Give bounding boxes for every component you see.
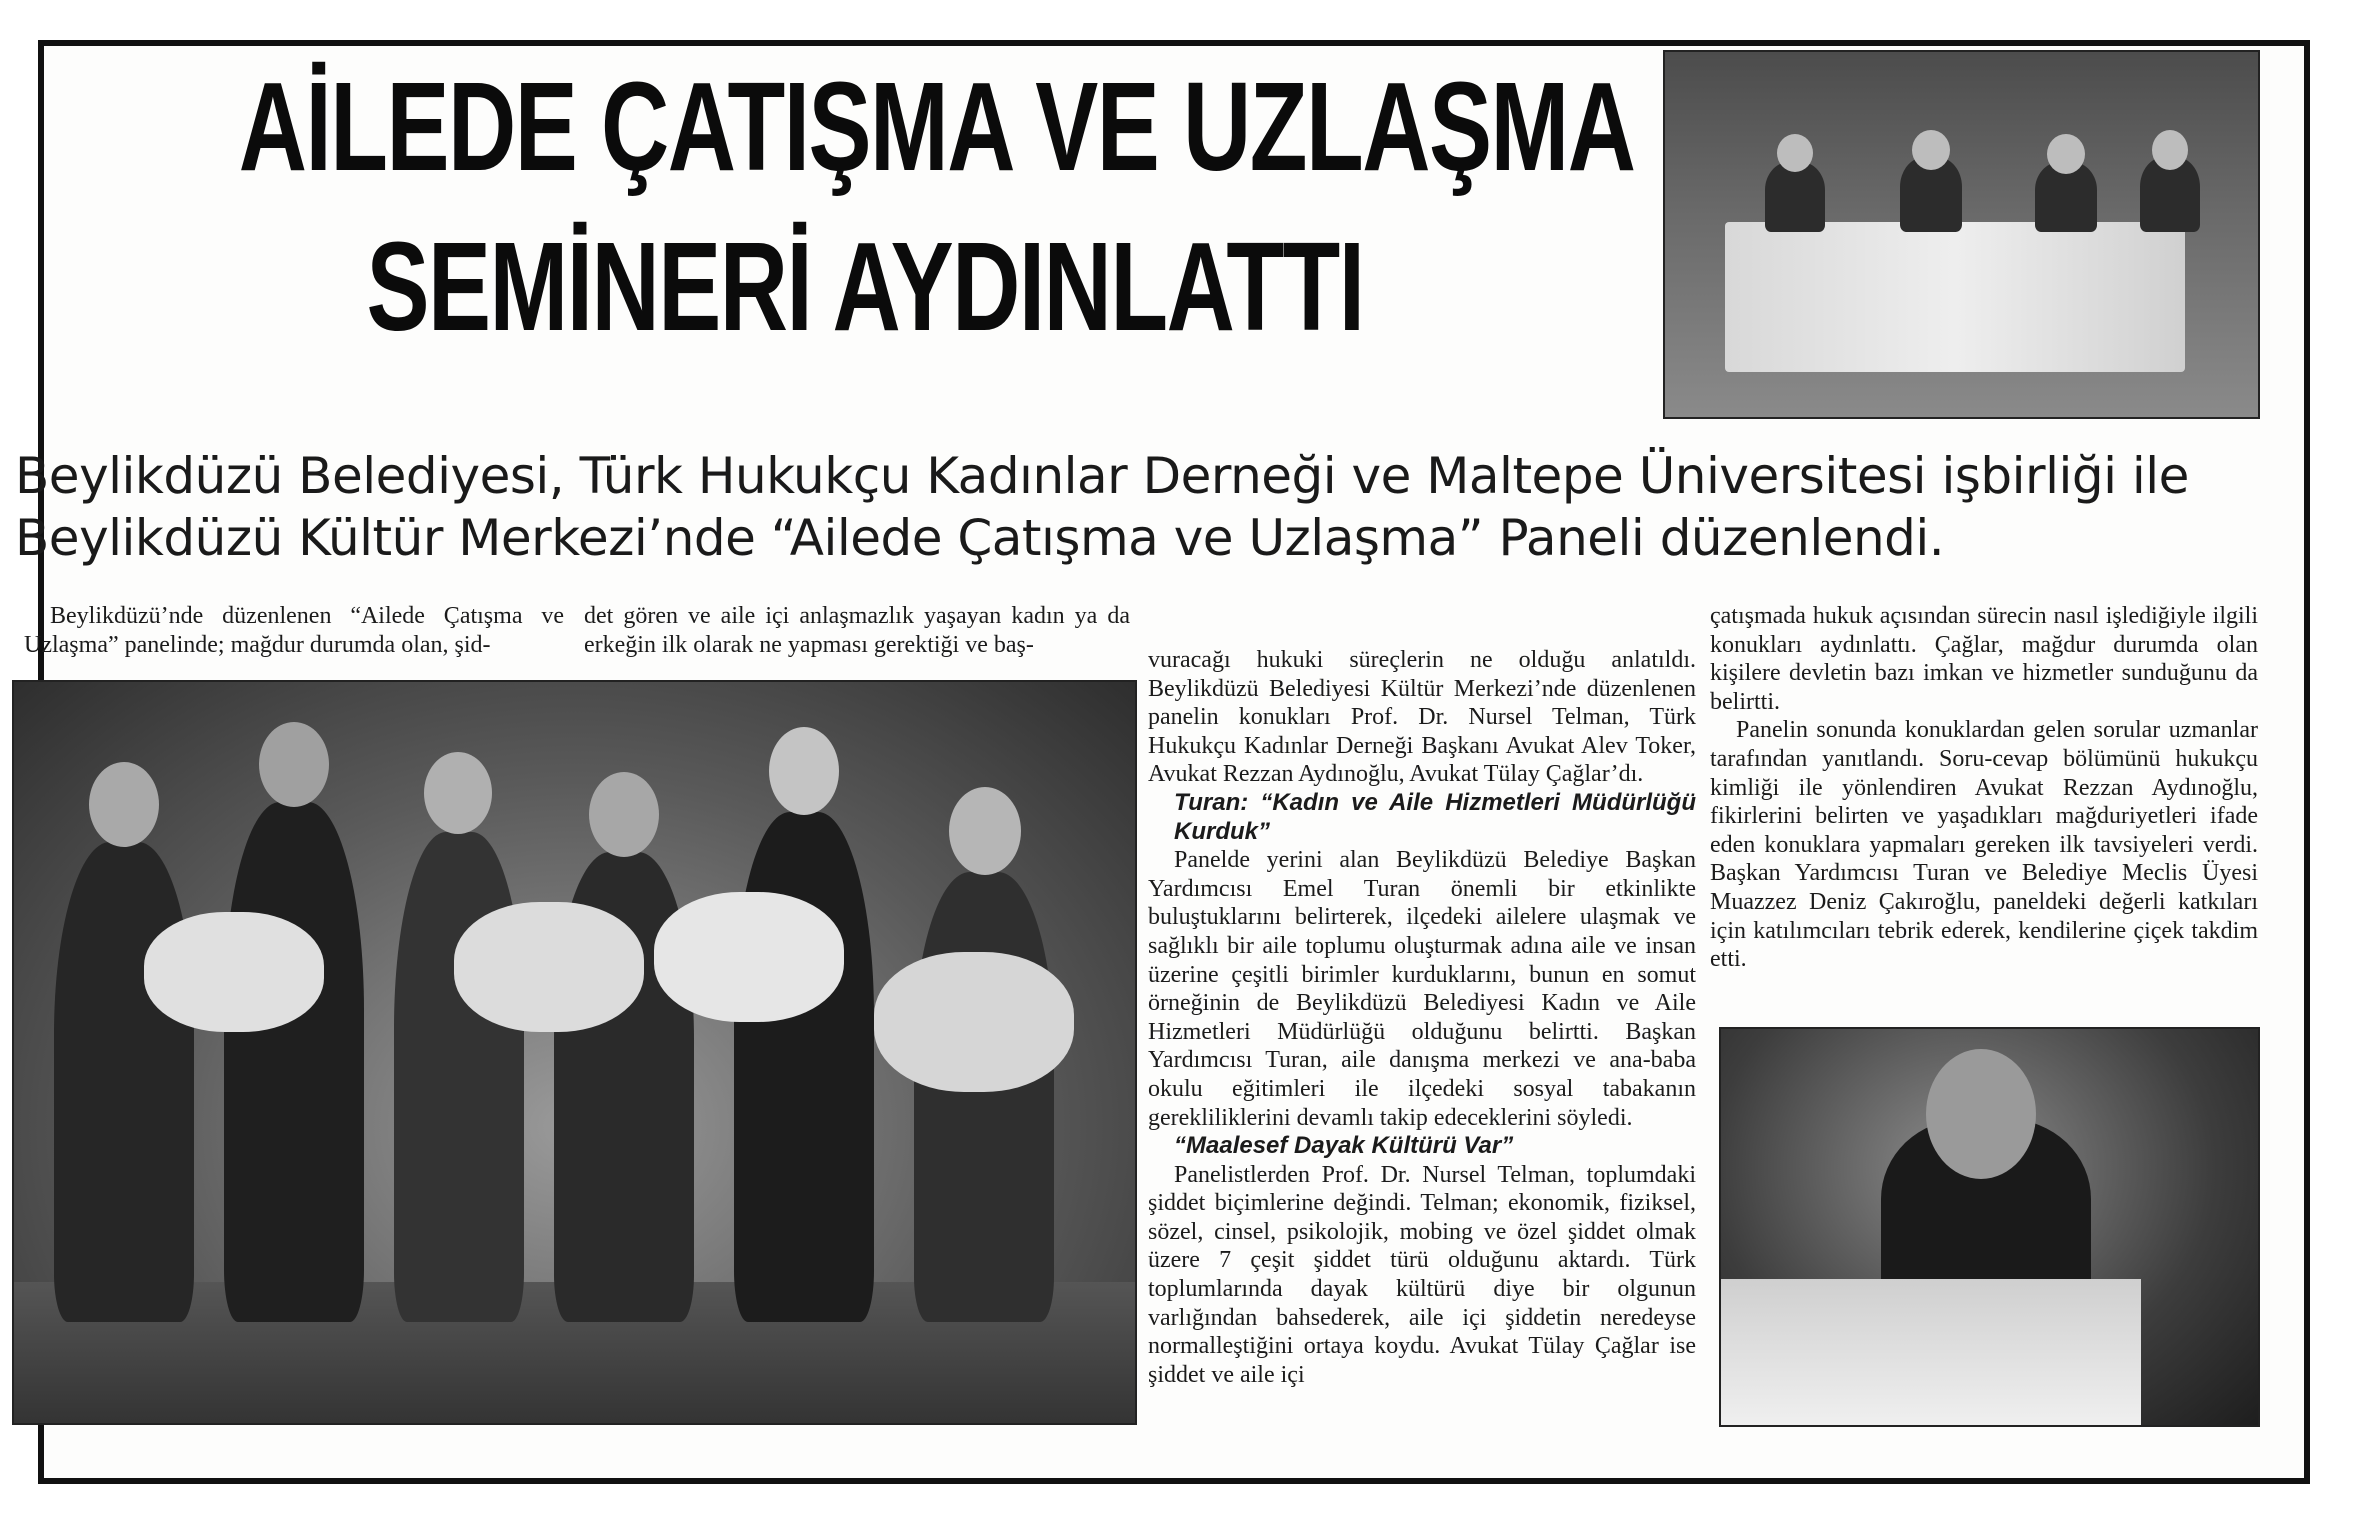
panelist-head [1777,134,1813,172]
woman-figure [734,812,874,1322]
woman-head [589,772,659,857]
column-1 [24,602,564,659]
woman-head [89,762,159,847]
woman-head [769,727,839,815]
headline-line-1: AİLEDE ÇATIŞMA VE UZLAŞMA [238,56,1635,197]
flower-bouquet [454,902,644,1032]
column-3-paragraph-2: Panelde yerini alan Beylikdüzü Belediye Başkan Yardımcısı Emel Turan önemli bir etkinlikte buluştuklarını belirterek, ilçedeki ailelere ulaşmak ve sağlıklı bir aile toplumu oluşturmak adına aile ve insan üzerine çeşitli birimler kurduklarını, bunun en somut örneğinin de Beylikdüzü Belediyesi Kadın ve Aile Hizmetleri Müdürlüğü olduğunu belirtti. Başkan Yardımcısı Turan, aile danışma merkezi ve ana-baba okulu eğitimleri ile ilçedeki sosyal tabakanın gerekliliklerini devamlı takip edeceklerini söyledi. [1148,847,1696,1131]
panelist-head [2047,134,2085,174]
column-3-paragraph-3: Panelistlerden Prof. Dr. Nursel Telman, toplumdaki şiddet biçimlerine değindi. Telman; ekonomik, fiziksel, sözel, cinsel, psikolojik, mobing ve özel şiddet olmak üzere 7 çeşit şiddet türü olduğunu aktardı. Türk toplumlarında dayak kültürü diye bir olgunun varlığından bahsederek, aile içi şiddetin neredeyse normalleştiğini ortaya koydu. Avukat Tülay Çağlar ise şiddet ve aile içi [1148,1161,1696,1388]
woman-head [949,787,1021,875]
woman-head [424,752,492,834]
subheadline: Beylikdüzü Belediyesi, Türk Hukukçu Kadınlar Derneği ve Maltepe Üniversitesi işbirliği ile Beylikdüzü Kültür Merkezi’nde “Ailede Çatışma ve Uzlaşma” Paneli düzenlendi. [15,447,2189,567]
column-1-text: Beylikdüzü’nde düzenlenen “Ailede Çatışma ve Uzlaşma” panelinde; mağdur durumda olan, şid- [24,603,564,658]
column-4-paragraph-2: Panelin sonunda konuklardan gelen sorular uzmanlar tarafından yanıtlandı. Soru-cevap bölümünü hukukçu kimliği ile yönlendiren Avukat Rezzan Aydınoğlu, fikirlerini belirten ve yaşadıkları mağduriyetleri ifade eden konuklara yapmaları gereken ilk tavsiyeleri verdi. Başkan Yardımcısı Turan ve Belediye Meclis Üyesi Muazzez Deniz Çakıroğlu, paneldeki değerli katkıları için katılımcıları tebrik ederek, kendilerine çiçek takdim etti. [1710,717,2258,973]
woman-figure [914,872,1054,1322]
podium [1721,1279,2141,1427]
panelist-figure [1765,162,1825,232]
column-4 [1710,602,2258,974]
flower-presentation-photo [12,680,1137,1425]
subheading-turan: Turan: “Kadın ve Aile Hizmetleri Müdürlüğü Kurduk” [1174,788,1696,845]
flower-bouquet [654,892,844,1022]
panelist-head [1912,130,1950,170]
woman-figure [224,802,364,1322]
speaker-podium-photo [1719,1027,2260,1427]
speaker-head [1926,1049,2036,1179]
panelist-head [2152,130,2188,170]
woman-figure [54,842,194,1322]
column-2 [584,602,1130,659]
woman-figure [394,832,524,1322]
subheading-dayak: “Maalesef Dayak Kültürü Var” [1174,1132,1514,1160]
headline-line-2: SEMİNERİ AYDINLATTI [366,216,1364,357]
flower-bouquet [144,912,324,1032]
panel-table-photo [1663,50,2260,419]
column-4-paragraph-1: çatışmada hukuk açısından sürecin nasıl işlediğiyle ilgili konukları aydınlattı. Çağlar, mağdur durumda olan kişilere devletin bazı imkan ve hizmetler sunduğunu da belirtti. [1710,603,2258,715]
panel-table [1725,222,2185,372]
column-3 [1148,646,1696,1389]
column-2-text: det gören ve aile içi anlaşmazlık yaşayan kadın ya da erkeğin ilk olarak ne yapması gerektiği ve baş- [584,603,1130,658]
woman-head [259,722,329,807]
flower-bouquet [874,952,1074,1092]
column-3-paragraph-1: vuracağı hukuki süreçlerin ne olduğu anlatıldı. Beylikdüzü Belediyesi Kültür Merkezi’nde düzenlenen panelin konukları Prof. Dr. Nursel Telman, Türk Hukukçu Kadınlar Derneği Başkanı Avukat Alev Toker, Avukat Rezzan Aydınoğlu, Avukat Tülay Çağlar’dı. [1148,647,1696,788]
